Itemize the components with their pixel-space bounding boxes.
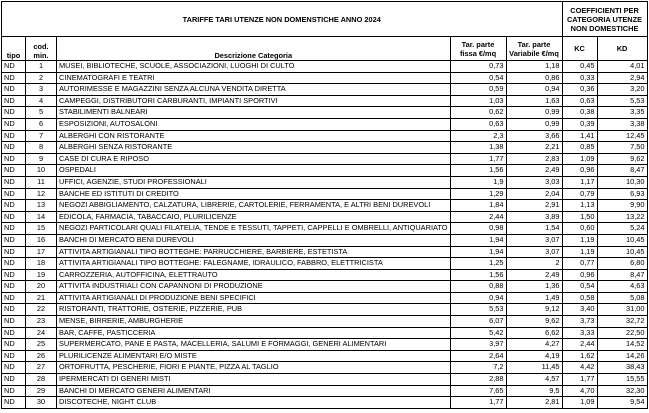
cell-cod: 29 [26,385,57,397]
cell-desc: BANCHI DI MERCATO GENERI ALIMENTARI [57,385,451,397]
cell-cod: 19 [26,269,57,281]
cell-tipo: ND [2,374,26,386]
cell-kd: 3,38 [597,118,647,130]
cell-cod: 23 [26,316,57,328]
cell-desc: OSPEDALI [57,165,451,177]
cell-desc: CARROZZERIA, AUTOFFICINA, ELETTRAUTO [57,269,451,281]
cell-fissa: 1,25 [450,258,506,270]
cell-kc: 0,36 [562,84,597,96]
cell-cod: 22 [26,304,57,316]
cell-variabile: 1,36 [506,281,562,293]
cell-fissa: 3,97 [450,339,506,351]
cell-desc: BANCHE ED ISTITUTI DI CREDITO [57,188,451,200]
cell-kc: 0,96 [562,269,597,281]
cell-variabile: 1,18 [506,61,562,73]
cell-cod: 14 [26,211,57,223]
cell-desc: UFFICI, AGENZIE, STUDI PROFESSIONALI [57,176,451,188]
table-row [2,176,648,188]
cell-desc: ATTIVITA ARTIGIANALI TIPO BOTTEGHE: FALEGNAME, IDRAULICO, FABBRO, ELETTRICISTA [57,258,451,270]
cell-cod: 13 [26,200,57,212]
cell-fissa: 1,03 [450,95,506,107]
cell-fissa: 5,53 [450,304,506,316]
table-row [2,107,648,119]
table-row [2,72,648,84]
table-row [2,130,648,142]
cell-tipo: ND [2,188,26,200]
cell-tipo: ND [2,176,26,188]
cell-fissa: 0,94 [450,292,506,304]
cell-cod: 21 [26,292,57,304]
cell-kc: 3,73 [562,316,597,328]
cell-kc: 3,33 [562,327,597,339]
table-body [2,61,648,409]
cell-fissa: 7,2 [450,362,506,374]
cell-kc: 0,63 [562,95,597,107]
cell-kd: 13,22 [597,211,647,223]
cell-kc: 1,19 [562,246,597,258]
cell-cod: 8 [26,142,57,154]
cell-tipo: ND [2,84,26,96]
cell-fissa: 0,54 [450,72,506,84]
cell-variabile: 3,07 [506,246,562,258]
cell-tipo: ND [2,61,26,73]
table-row [2,188,648,200]
cell-cod: 3 [26,84,57,96]
cell-kd: 8,47 [597,165,647,177]
table-row [2,223,648,235]
cell-kd: 9,62 [597,153,647,165]
coefficients-header: COEFFICIENTI PER CATEGORIA UTENZE NON DOMESTICHE [562,2,647,37]
cell-fissa: 1,29 [450,188,506,200]
cell-variabile: 2,83 [506,153,562,165]
cell-kd: 5,53 [597,95,647,107]
cell-cod: 10 [26,165,57,177]
cell-fissa: 2,44 [450,211,506,223]
cell-cod: 27 [26,362,57,374]
cell-tipo: ND [2,327,26,339]
cell-desc: CASE DI CURA E RIPOSO [57,153,451,165]
col-desc-header: Descrizione Categoria [57,37,451,61]
col-cod-header: cod. min. [26,37,57,61]
cell-variabile: 0,86 [506,72,562,84]
table-row [2,84,648,96]
cell-tipo: ND [2,281,26,293]
cell-cod: 16 [26,234,57,246]
cell-desc: ATTIVITA ARTIGIANALI DI PRODUZIONE BENI SPECIFICI [57,292,451,304]
cell-desc: DISCOTECHE, NIGHT CLUB [57,397,451,409]
cell-cod: 5 [26,107,57,119]
cell-variabile: 9,5 [506,385,562,397]
cell-kd: 32,30 [597,385,647,397]
cell-desc: SUPERMERCATO, PANE E PASTA, MACELLERIA, SALUMI E FORMAGGI, GENERI ALIMENTARI [57,339,451,351]
cell-kc: 0,60 [562,223,597,235]
cell-kd: 12,45 [597,130,647,142]
cell-kd: 2,94 [597,72,647,84]
cell-desc: ATTIVITA INDUSTRIALI CON CAPANNONI DI PRODUZIONE [57,281,451,293]
table-row [2,339,648,351]
cell-tipo: ND [2,165,26,177]
cell-cod: 4 [26,95,57,107]
cell-desc: IPERMERCATI DI GENERI MISTI [57,374,451,386]
cell-kc: 4,42 [562,362,597,374]
cell-variabile: 9,62 [506,316,562,328]
table-row [2,211,648,223]
cell-variabile: 2,49 [506,269,562,281]
cell-kc: 1,62 [562,350,597,362]
cell-kd: 7,50 [597,142,647,154]
table-row [2,281,648,293]
cell-cod: 11 [26,176,57,188]
cell-desc: ATTIVITA ARTIGIANALI TIPO BOTTEGHE: PARRUCCHIERE, BARBIERE, ESTETISTA [57,246,451,258]
cell-desc: STABILIMENTI BALNEARI [57,107,451,119]
cell-cod: 12 [26,188,57,200]
cell-variabile: 0,94 [506,84,562,96]
cell-fissa: 0,88 [450,281,506,293]
cell-tipo: ND [2,223,26,235]
cell-desc: CINEMATOGRAFI E TEATRI [57,72,451,84]
cell-tipo: ND [2,269,26,281]
cell-fissa: 1,77 [450,153,506,165]
cell-fissa: 6,07 [450,316,506,328]
cell-desc: ORTOFRUTTA, PESCHERIE, FIORI E PIANTE, PIZZA AL TAGLIO [57,362,451,374]
cell-tipo: ND [2,95,26,107]
cell-kc: 0,33 [562,72,597,84]
cell-kc: 1,77 [562,374,597,386]
table-row [2,61,648,73]
cell-variabile: 3,66 [506,130,562,142]
table-row [2,385,648,397]
cell-fissa: 2,64 [450,350,506,362]
cell-variabile: 3,89 [506,211,562,223]
cell-variabile: 4,57 [506,374,562,386]
cell-kd: 38,43 [597,362,647,374]
col-tipo-header: tipo [2,37,26,61]
table-row [2,269,648,281]
table-row [2,350,648,362]
cell-kc: 0,39 [562,118,597,130]
cell-variabile: 2,04 [506,188,562,200]
cell-variabile: 6,62 [506,327,562,339]
cell-cod: 26 [26,350,57,362]
cell-tipo: ND [2,153,26,165]
cell-kc: 4,70 [562,385,597,397]
cell-variabile: 1,49 [506,292,562,304]
cell-variabile: 4,27 [506,339,562,351]
cell-fissa: 2,88 [450,374,506,386]
cell-variabile: 0,99 [506,107,562,119]
cell-cod: 20 [26,281,57,293]
cell-kc: 1,50 [562,211,597,223]
cell-fissa: 0,59 [450,84,506,96]
cell-tipo: ND [2,234,26,246]
cell-kc: 1,17 [562,176,597,188]
cell-kc: 1,09 [562,397,597,409]
cell-variabile: 4,19 [506,350,562,362]
cell-tipo: ND [2,107,26,119]
table-row [2,292,648,304]
cell-tipo: ND [2,304,26,316]
cell-kd: 10,30 [597,176,647,188]
cell-kc: 0,79 [562,188,597,200]
table-row [2,327,648,339]
cell-variabile: 2,49 [506,165,562,177]
table-row [2,362,648,374]
cell-kd: 14,52 [597,339,647,351]
cell-variabile: 2,91 [506,200,562,212]
cell-variabile: 0,99 [506,118,562,130]
cell-cod: 30 [26,397,57,409]
table-row [2,258,648,270]
cell-kd: 32,72 [597,316,647,328]
cell-kc: 1,19 [562,234,597,246]
cell-kc: 0,96 [562,165,597,177]
cell-kd: 10,45 [597,234,647,246]
cell-fissa: 1,77 [450,397,506,409]
cell-fissa: 0,73 [450,61,506,73]
cell-desc: PLURILICENZE ALIMENTARI E/O MISTE [57,350,451,362]
cell-fissa: 1,94 [450,234,506,246]
table-row [2,304,648,316]
table-row [2,397,648,409]
table-row [2,165,648,177]
cell-desc: AUTORIMESSE E MAGAZZINI SENZA ALCUNA VENDITA DIRETTA [57,84,451,96]
cell-fissa: 1,56 [450,269,506,281]
cell-variabile: 2,21 [506,142,562,154]
col-fissa-header: Tar. parte fissa €/mq [450,37,506,61]
cell-kd: 22,50 [597,327,647,339]
cell-tipo: ND [2,211,26,223]
table-row [2,246,648,258]
table-row [2,316,648,328]
cell-kc: 0,45 [562,61,597,73]
cell-desc: EDICOLA, FARMACIA, TABACCAIO, PLURILICENZE [57,211,451,223]
cell-cod: 18 [26,258,57,270]
cell-variabile: 3,07 [506,234,562,246]
cell-variabile: 11,45 [506,362,562,374]
cell-variabile: 1,54 [506,223,562,235]
cell-desc: BAR, CAFFE, PASTICCERIA [57,327,451,339]
cell-kc: 0,38 [562,107,597,119]
cell-tipo: ND [2,118,26,130]
cell-kd: 5,24 [597,223,647,235]
cell-desc: MENSE, BIRRERIE, AMBURGHERIE [57,316,451,328]
cell-variabile: 3,03 [506,176,562,188]
cell-desc: CAMPEGGI, DISTRIBUTORI CARBURANTI, IMPIANTI SPORTIVI [57,95,451,107]
cell-desc: NEGOZI PARTICOLARI QUALI FILATELIA, TENDE E TESSUTI, TAPPETI, CAPPELLI E OMBRELLI, ANTIQUARIATO [57,223,451,235]
col-variabile-header: Tar. parte Variabile €/mq [506,37,562,61]
cell-variabile: 9,12 [506,304,562,316]
cell-fissa: 5,42 [450,327,506,339]
cell-kc: 0,85 [562,142,597,154]
cell-kd: 31,00 [597,304,647,316]
cell-kc: 0,54 [562,281,597,293]
cell-tipo: ND [2,362,26,374]
cell-tipo: ND [2,246,26,258]
cell-desc: ESPOSIZIONI, AUTOSALONI [57,118,451,130]
cell-variabile: 1,63 [506,95,562,107]
cell-tipo: ND [2,339,26,351]
cell-desc: ALBERGHI SENZA RISTORANTE [57,142,451,154]
cell-fissa: 0,63 [450,118,506,130]
cell-fissa: 1,84 [450,200,506,212]
cell-tipo: ND [2,316,26,328]
cell-kd: 4,63 [597,281,647,293]
cell-cod: 28 [26,374,57,386]
cell-variabile: 2,81 [506,397,562,409]
cell-fissa: 0,62 [450,107,506,119]
table-row [2,118,648,130]
cell-kd: 6,93 [597,188,647,200]
cell-kd: 4,01 [597,61,647,73]
cell-kc: 0,58 [562,292,597,304]
cell-desc: NEGOZI ABBIGLIAMENTO, CALZATURA, LIBRERIE, CARTOLERIE, FERRAMENTA, E ALTRI BENI DUREVOLI [57,200,451,212]
cell-fissa: 1,38 [450,142,506,154]
cell-cod: 2 [26,72,57,84]
cell-kc: 1,41 [562,130,597,142]
cell-kd: 14,26 [597,350,647,362]
cell-cod: 15 [26,223,57,235]
cell-tipo: ND [2,142,26,154]
cell-fissa: 0,98 [450,223,506,235]
cell-tipo: ND [2,200,26,212]
cell-cod: 25 [26,339,57,351]
cell-variabile: 2 [506,258,562,270]
table-row [2,200,648,212]
cell-kc: 1,13 [562,200,597,212]
cell-tipo: ND [2,292,26,304]
cell-kd: 8,47 [597,269,647,281]
cell-desc: ALBERGHI CON RISTORANTE [57,130,451,142]
cell-cod: 6 [26,118,57,130]
cell-tipo: ND [2,258,26,270]
cell-cod: 1 [26,61,57,73]
cell-desc: RISTORANTI, TRATTORIE, OSTERIE, PIZZERIE, PUB [57,304,451,316]
cell-cod: 17 [26,246,57,258]
cell-kc: 0,77 [562,258,597,270]
cell-fissa: 1,56 [450,165,506,177]
cell-kd: 15,55 [597,374,647,386]
cell-desc: MUSEI, BIBLIOTECHE, SCUOLE, ASSOCIAZIONI, LUOGHI DI CULTO [57,61,451,73]
table-row [2,153,648,165]
cell-kd: 9,90 [597,200,647,212]
cell-fissa: 1,9 [450,176,506,188]
cell-tipo: ND [2,385,26,397]
cell-kc: 3,40 [562,304,597,316]
cell-cod: 9 [26,153,57,165]
cell-kd: 9,54 [597,397,647,409]
table-title: TARIFFE TARI UTENZE NON DOMENSTICHE ANNO 2024 [2,2,563,37]
col-kc-header: KC [562,37,597,61]
cell-kc: 1,09 [562,153,597,165]
cell-tipo: ND [2,350,26,362]
cell-kd: 3,20 [597,84,647,96]
cell-kd: 10,45 [597,246,647,258]
cell-kc: 2,44 [562,339,597,351]
cell-tipo: ND [2,397,26,409]
tariffe-table [1,1,648,409]
cell-kd: 6,80 [597,258,647,270]
table-row [2,374,648,386]
table-row [2,142,648,154]
table-row [2,234,648,246]
cell-tipo: ND [2,130,26,142]
cell-fissa: 1,94 [450,246,506,258]
cell-cod: 7 [26,130,57,142]
cell-kd: 5,08 [597,292,647,304]
cell-tipo: ND [2,72,26,84]
table-row [2,95,648,107]
cell-fissa: 2,3 [450,130,506,142]
cell-kd: 3,35 [597,107,647,119]
col-kd-header: KD [597,37,647,61]
cell-cod: 24 [26,327,57,339]
cell-desc: BANCHI DI MERCATO BENI DUREVOLI [57,234,451,246]
cell-fissa: 7,65 [450,385,506,397]
